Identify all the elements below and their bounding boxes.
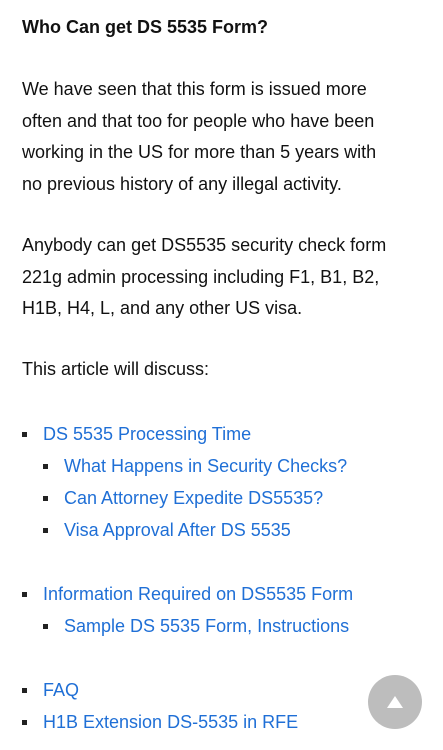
toc-link-information-required[interactable]: Information Required on DS5535 Form bbox=[43, 584, 354, 604]
toc-item-sample-form bbox=[43, 614, 349, 638]
paragraph-line: H1B, H4, L, and any other US visa. bbox=[22, 298, 303, 318]
paragraph-line: 221g admin processing including F1, B1, B2, bbox=[22, 266, 380, 287]
paragraph-anybody-can-get bbox=[22, 230, 386, 325]
toc-link-visa-approval[interactable]: Visa Approval After DS 5535 bbox=[64, 520, 291, 540]
scroll-to-top-button[interactable] bbox=[368, 675, 422, 729]
bullet-icon bbox=[43, 528, 48, 533]
toc-item-information-required bbox=[22, 582, 353, 606]
toc-item-visa-approval bbox=[43, 518, 291, 542]
toc-item-faq bbox=[22, 678, 79, 702]
toc-link-faq[interactable]: FAQ bbox=[43, 680, 80, 700]
toc-item-h1b-extension bbox=[22, 710, 298, 734]
bullet-icon bbox=[43, 464, 48, 469]
paragraph-line: no previous history of any illegal activity. bbox=[22, 173, 342, 194]
toc-item-attorney-expedite bbox=[43, 486, 323, 510]
paragraph-line: Anybody can get DS5535 security check form bbox=[22, 235, 387, 255]
toc-link-processing-time[interactable]: DS 5535 Processing Time bbox=[43, 424, 252, 444]
toc-link-sample-form[interactable]: Sample DS 5535 Form, Instructions bbox=[64, 616, 350, 636]
section-heading: Who Can get DS 5535 Form? bbox=[22, 17, 269, 37]
toc-link-security-checks[interactable]: What Happens in Security Checks? bbox=[64, 456, 348, 476]
toc-item-security-checks bbox=[43, 454, 347, 478]
paragraph-article-intro: This article will discuss: bbox=[22, 359, 210, 379]
toc-link-attorney-expedite[interactable]: Can Attorney Expedite DS5535? bbox=[64, 488, 324, 508]
toc-link-h1b-extension[interactable]: H1B Extension DS-5535 in RFE bbox=[43, 712, 299, 732]
triangle-up-icon bbox=[387, 696, 403, 708]
paragraph-form-issued bbox=[22, 74, 376, 200]
paragraph-line: We have seen that this form is issued more bbox=[22, 79, 367, 99]
bullet-icon bbox=[22, 688, 27, 693]
bullet-icon bbox=[22, 432, 27, 437]
bullet-icon bbox=[22, 720, 27, 725]
bullet-icon bbox=[43, 624, 48, 629]
toc-item-processing-time bbox=[22, 422, 251, 446]
paragraph-line: working in the US for more than 5 years with bbox=[22, 142, 377, 162]
paragraph-line: often and that too for people who have been bbox=[22, 110, 375, 131]
bullet-icon bbox=[22, 592, 27, 597]
bullet-icon bbox=[43, 496, 48, 501]
